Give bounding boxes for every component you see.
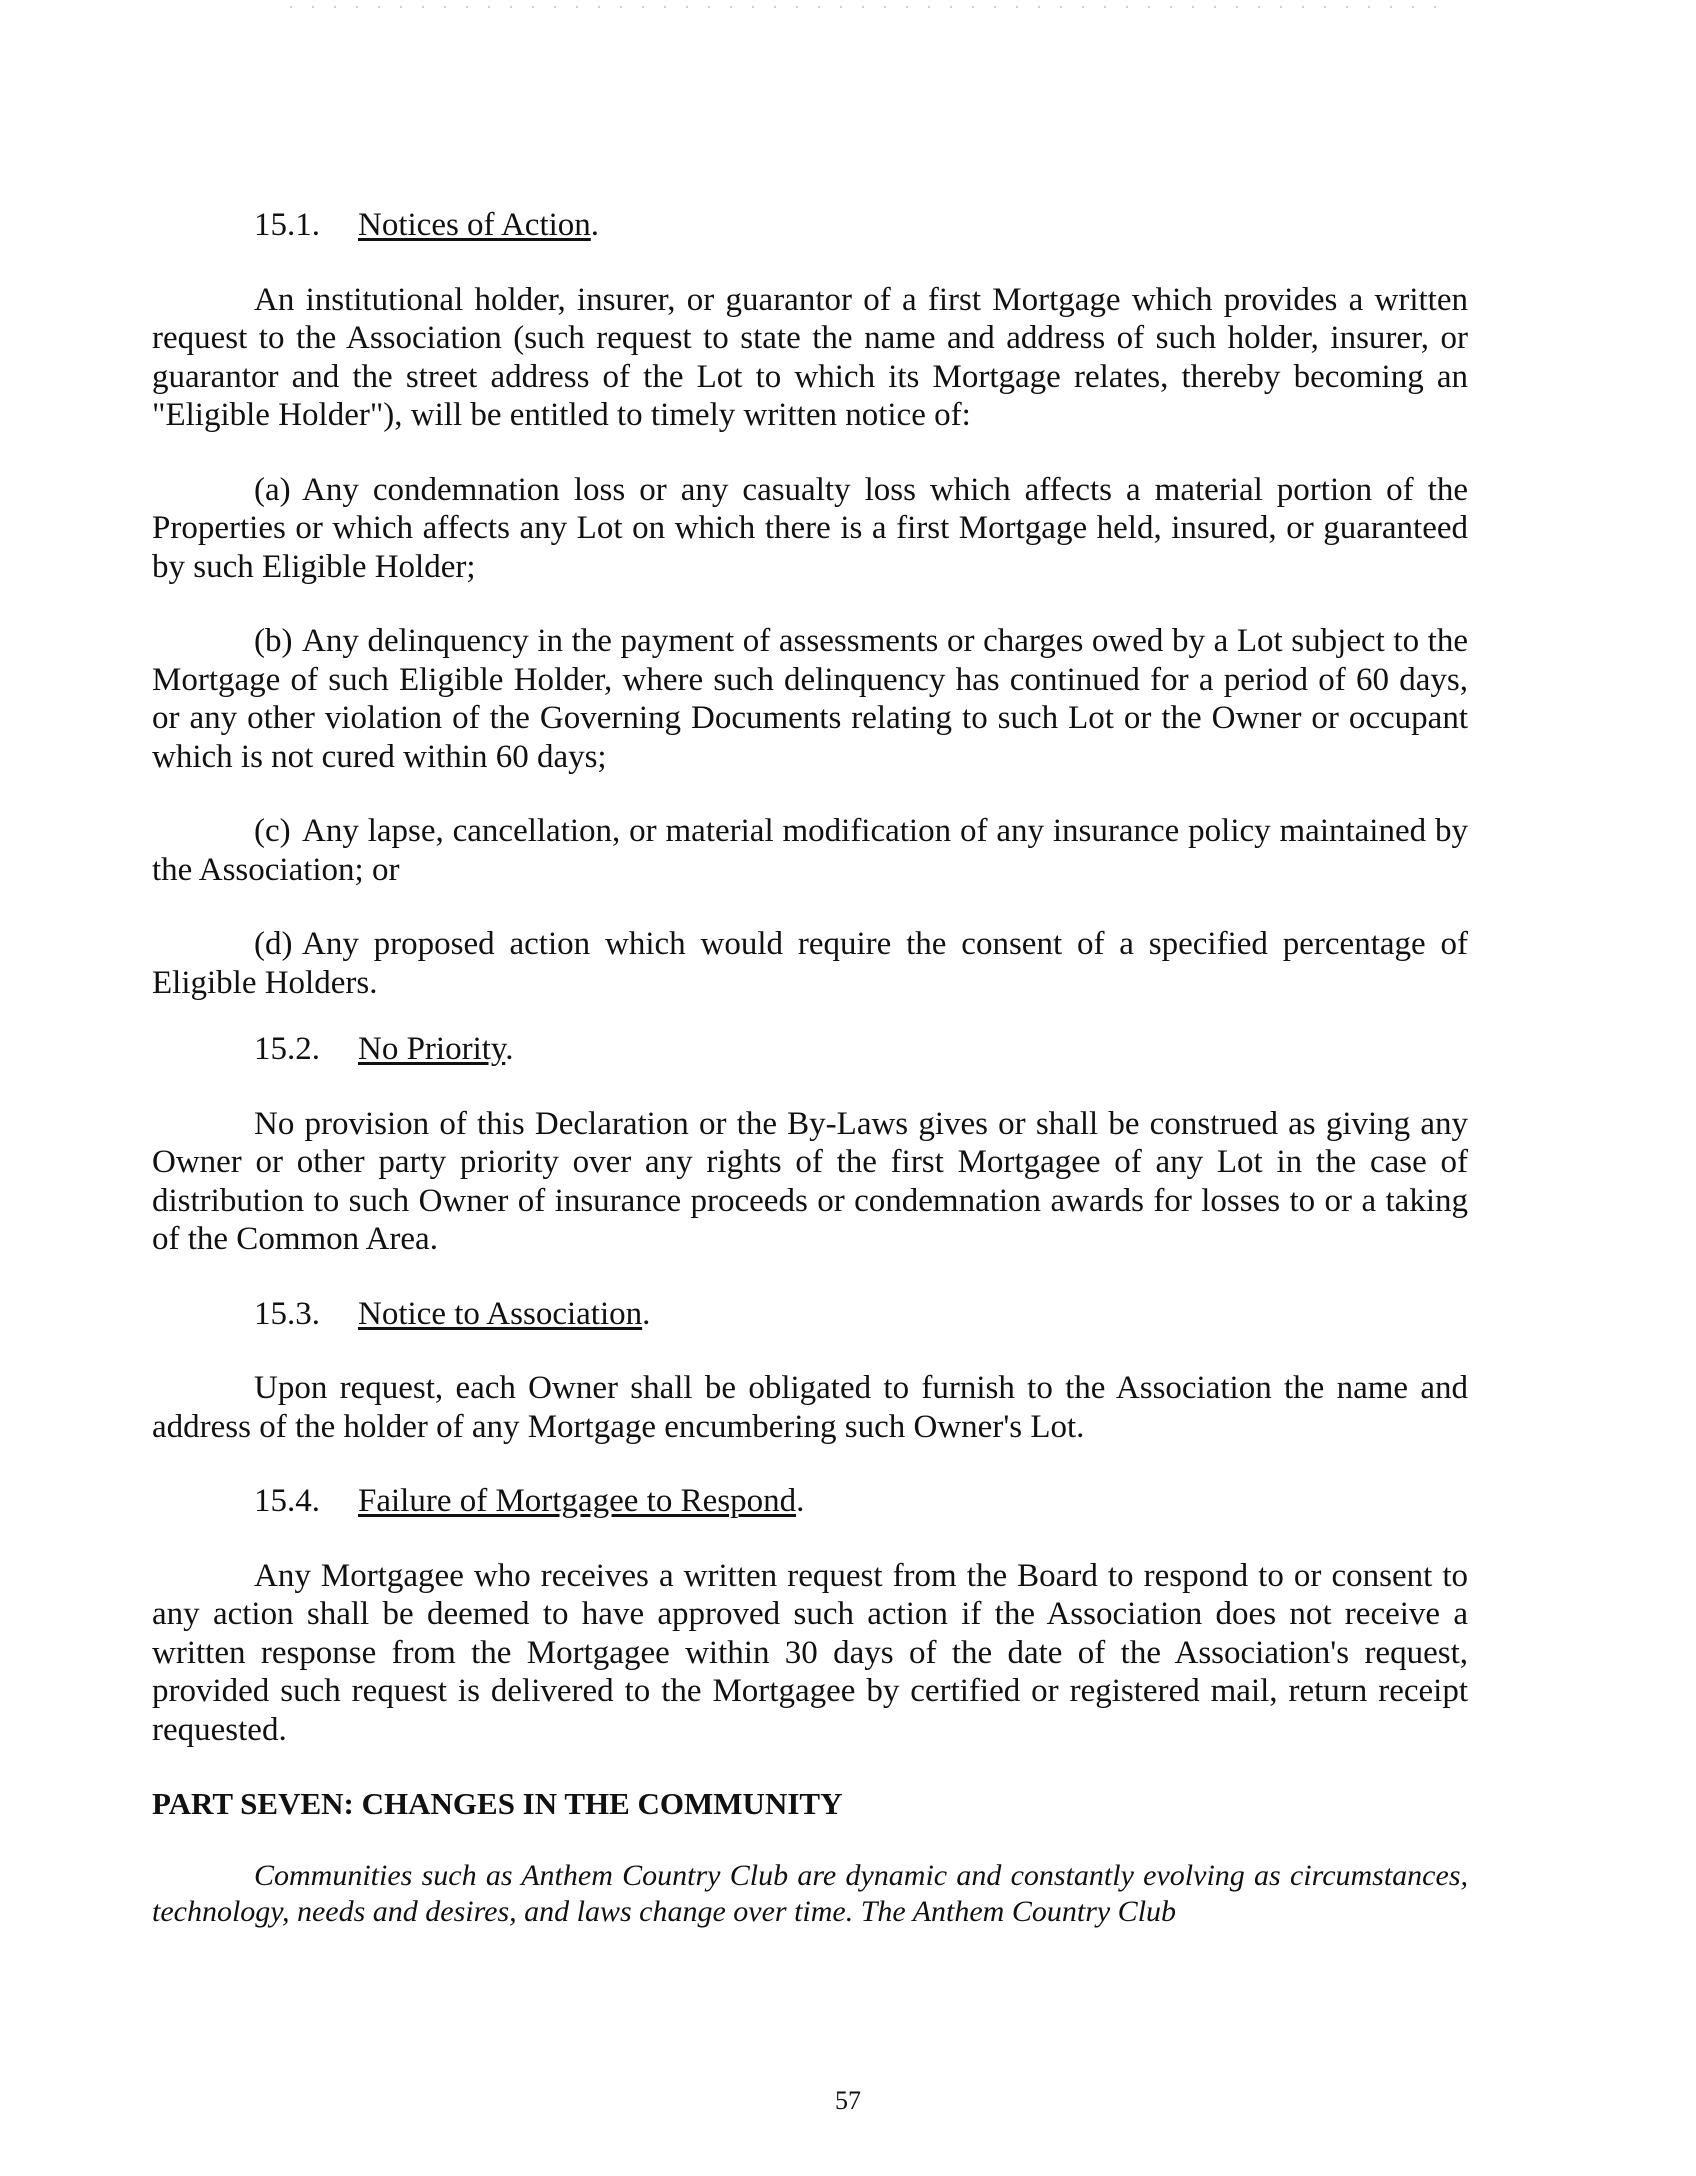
list-item-label: (b)	[254, 623, 293, 659]
page-number: 57	[835, 2086, 861, 2115]
list-item-c	[152, 812, 1468, 889]
section-15-2-body: No provision of this Declaration or the By-Laws gives or shall be construed as giving any Owner or other party priority over any rights of the first Mortgagee of any Lot in the case of distribution to such Owner of insurance proceeds or condemnation awards for losses to or a taking of the Common Area.	[152, 1105, 1468, 1257]
section-15-3-body: Upon request, each Owner shall be obligated to furnish to the Association the name and address of the holder of any Mortgage encumbering such Owner's Lot.	[152, 1370, 1468, 1445]
section-title-punctuation: .	[590, 207, 600, 243]
section-15-3-heading	[152, 1295, 1468, 1334]
part-seven-heading: PART SEVEN: CHANGES IN THE COMMUNITY	[152, 1786, 843, 1821]
document-body	[152, 206, 1468, 1930]
section-15-4-body: Any Mortgagee who receives a written request from the Board to respond to or consent to any action shall be deemed to have approved such action if the Association does not receive a written response from the Mortgagee within 30 days of the date of the Association's request, provided such request is delivered to the Mortgagee by certified or registered mail, return receipt requested.	[152, 1557, 1468, 1748]
list-item-d	[152, 925, 1468, 1002]
section-title-punctuation: .	[642, 1295, 651, 1332]
section-title: Notice to Association	[358, 1295, 643, 1332]
section-number: 15.3.	[254, 1295, 320, 1332]
list-item-text: Any lapse, cancellation, or material modification of any insurance policy maintained by the Association; or	[152, 813, 1468, 888]
section-number: 15.2.	[254, 1031, 320, 1067]
list-item-label: (a)	[254, 471, 291, 508]
list-item-b	[152, 622, 1468, 776]
section-15-1-heading	[152, 206, 1468, 245]
list-item-label: (d)	[254, 926, 293, 962]
section-title-punctuation: .	[505, 1031, 514, 1067]
section-15-2-heading	[152, 1030, 1468, 1069]
section-number: 15.1.	[254, 207, 320, 243]
list-item-label: (c)	[254, 813, 291, 849]
section-title: Failure of Mortgagee to Respond	[358, 1483, 797, 1519]
section-15-1-intro: An institutional holder, insurer, or guarantor of a first Mortgage which provides a written request to the Association (such request to state the name and address of such holder, insurer, or guarantor and the street address of the Lot to which its Mortgage relates, thereby becoming an "Eligible Holder"), will be entitled to timely written notice of:	[152, 281, 1468, 433]
list-item-text: Any delinquency in the payment of assessments or charges owed by a Lot subject to the Mortgage of such Eligible Holder, where such delinquency has continued for a period of 60 days, or any other violation of the Governing Documents relating to such Lot or the Owner or occupant which is not cured within 60 days;	[152, 623, 1468, 775]
scan-artifact-dots	[280, 4, 1450, 10]
section-number: 15.4.	[254, 1483, 320, 1519]
part-seven-intro: Communities such as Anthem Country Club are dynamic and constantly evolving as circumstances, technology, needs and desires, and laws change over time. The Anthem Country Club	[152, 1858, 1468, 1928]
list-item-text: Any condemnation loss or any casualty loss which affects a material portion of the Properties or which affects any Lot on which there is a first Mortgage held, insured, or guaranteed by such Eligible Holder;	[152, 471, 1468, 585]
section-title-punctuation: .	[796, 1483, 805, 1519]
section-title: No Priority	[358, 1031, 506, 1067]
section-15-4-heading	[152, 1482, 1468, 1521]
list-item-a	[152, 471, 1468, 587]
list-item-text: Any proposed action which would require the consent of a specified percentage of Eligible Holders.	[152, 926, 1468, 1001]
section-title: Notices of Action	[358, 207, 591, 243]
